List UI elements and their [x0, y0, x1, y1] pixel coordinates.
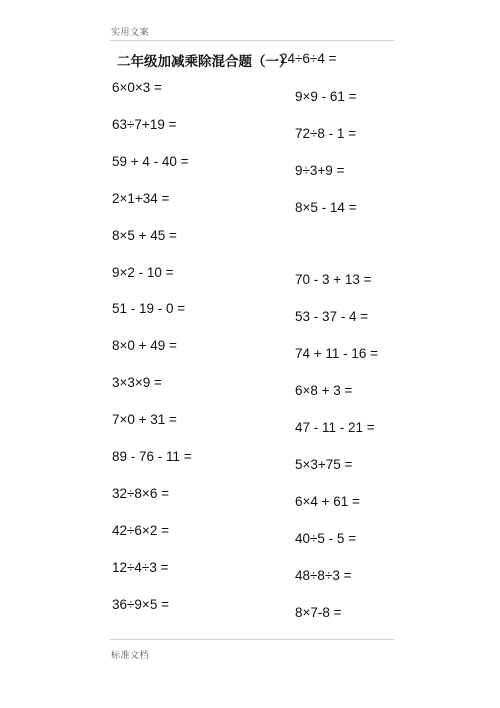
math-problem: 42÷6×2 =: [112, 522, 169, 538]
math-problem: 89 - 76 - 11 =: [112, 449, 192, 464]
math-problem: 32÷8×6 =: [112, 485, 169, 501]
footer-divider: [110, 639, 394, 640]
math-problem: 36÷9×5 =: [112, 596, 169, 612]
math-problem: 8×0 + 49 =: [112, 338, 177, 354]
math-problem: 48÷8÷3 =: [295, 568, 352, 583]
header-label: 实用文案: [111, 28, 150, 38]
math-problem: 7×0 + 31 =: [112, 412, 177, 428]
math-problem: 8×5 + 45 =: [112, 227, 177, 243]
worksheet-title: 二年级加减乘除混合题（一）: [117, 54, 293, 70]
math-problem: 24÷6÷4 =: [280, 51, 337, 66]
footer-label: 标准文档: [111, 651, 150, 661]
math-problem: 70 - 3 + 13 =: [295, 272, 372, 287]
math-problem: 8×5 - 14 =: [295, 200, 357, 216]
math-problem: 59 + 4 - 40 =: [112, 153, 189, 169]
math-problem: 47 - 11 - 21 =: [295, 420, 375, 435]
math-problem: 40÷5 - 5 =: [295, 531, 357, 546]
header-divider: [110, 40, 394, 41]
math-problem: 5×3+75 =: [295, 457, 353, 472]
math-problem: 6×4 + 61 =: [295, 494, 360, 509]
math-problem: 3×3×9 =: [112, 375, 162, 391]
math-problem: 72÷8 - 1 =: [295, 126, 357, 142]
math-problem: 74 + 11 - 16 =: [295, 346, 379, 361]
math-problem: 6×8 + 3 =: [295, 383, 353, 398]
math-problem: 8×7-8 =: [295, 605, 342, 620]
math-problem: 12÷4÷3 =: [112, 559, 169, 575]
math-problem: 63÷7+19 =: [112, 116, 177, 132]
math-problem: 9×9 - 61 =: [295, 89, 357, 104]
math-problem: 53 - 37 - 4 =: [295, 309, 369, 324]
math-problem: 9×2 - 10 =: [112, 264, 174, 280]
math-problem: 6×0×3 =: [112, 80, 162, 95]
math-problem: 51 - 19 - 0 =: [112, 301, 186, 317]
math-problem: 9÷3+9 =: [295, 163, 345, 179]
math-problem: 2×1+34 =: [112, 190, 170, 206]
